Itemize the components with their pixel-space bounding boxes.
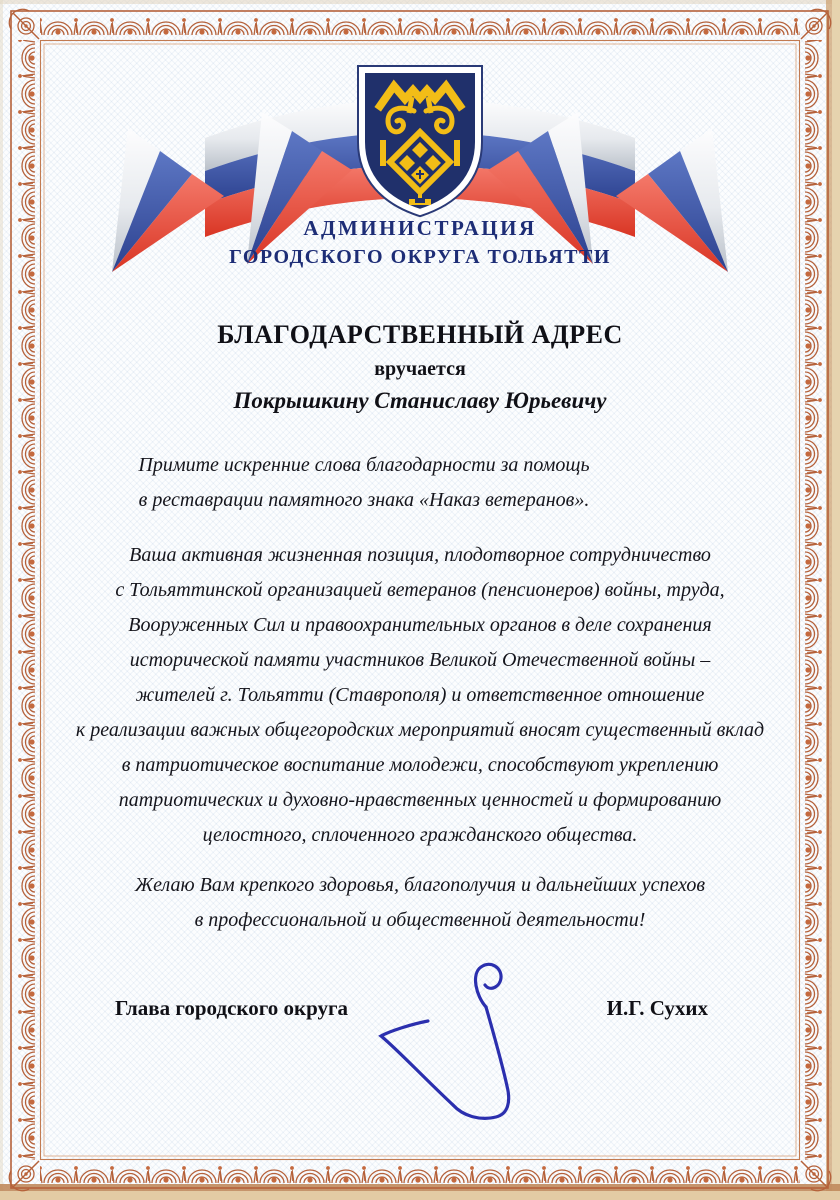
body-line: Вооруженных Сил и правоохранительных органов в деле сохранения bbox=[128, 614, 712, 636]
signature-ink bbox=[360, 958, 600, 1143]
tolyatti-coat-of-arms bbox=[362, 70, 478, 212]
signer-position: Глава городского округа bbox=[115, 996, 349, 1020]
org-name-line2: ГОРОДСКОГО ОКРУГА ТОЛЬЯТТИ bbox=[229, 246, 611, 268]
body-line: в реставрации памятного знака «Наказ ветеранов». bbox=[138, 489, 590, 511]
paragraph-1 bbox=[0, 448, 734, 518]
body-line: исторической памяти участников Великой Отечественной войны – bbox=[129, 649, 711, 671]
body-text bbox=[50, 448, 790, 938]
body-line: патриотических и духовно-нравственных ценностей и формированию bbox=[118, 789, 722, 811]
body-line: жителей г. Тольятти (Ставрополя) и ответственное отношение bbox=[135, 684, 705, 706]
body-line: Ваша активная жизненная позиция, плодотворное сотрудничество bbox=[129, 544, 711, 566]
org-name-line1: АДМИНИСТРАЦИЯ bbox=[303, 216, 537, 240]
recipient-name: Покрышкину Станиславу Юрьевичу bbox=[233, 388, 607, 413]
body-line: Примите искренние слова благодарности за помощь bbox=[138, 454, 590, 476]
org-name bbox=[0, 216, 840, 269]
body-line: к реализации важных общегородских мероприятий вносят существенный вклад bbox=[75, 719, 765, 741]
body-line: в патриотическое воспитание молодежи, способствуют укреплению bbox=[121, 754, 719, 776]
body-line: в профессиональной и общественной деятельности! bbox=[194, 909, 646, 931]
presented-label: вручается bbox=[374, 358, 466, 380]
paragraph-3 bbox=[50, 868, 790, 938]
signer-name: И.Г. Сухих bbox=[606, 996, 708, 1020]
document-title: БЛАГОДАРСТВЕННЫЙ АДРЕС bbox=[217, 320, 623, 349]
paragraph-2 bbox=[50, 538, 790, 853]
body-line: Желаю Вам крепкого здоровья, благополучия и дальнейших успехов bbox=[134, 874, 706, 896]
body-line: целостного, сплоченного гражданского общества. bbox=[202, 824, 638, 846]
body-line: с Тольяттинской организацией ветеранов (пенсионеров) войны, труда, bbox=[115, 579, 725, 601]
